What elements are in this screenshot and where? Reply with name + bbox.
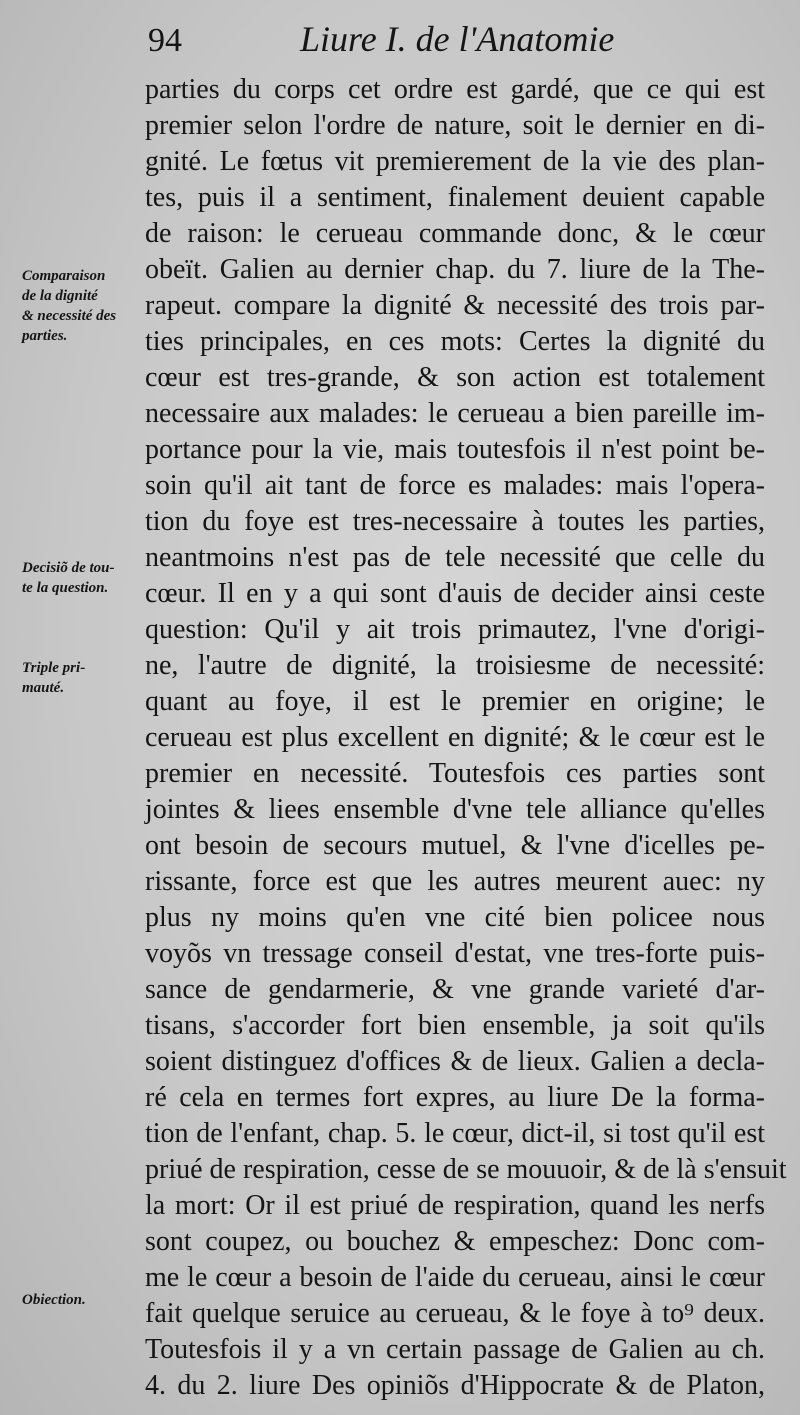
text-line: cœur est tres-grande, & son action est totalement [145, 362, 765, 393]
text-line: soient distinguez d'offices & de lieux. Galien a decla- [145, 1046, 765, 1077]
text-line: jointes & liees ensemble d'vne tele alliance qu'elles [145, 794, 765, 825]
text-line: premier selon l'ordre de nature, soit le dernier en di- [145, 110, 765, 141]
text-line: sont coupez, ou bouchez & empeschez: Donc com- [145, 1226, 765, 1257]
margin-note-line: Triple pri- [22, 660, 86, 676]
margin-note-line: Obiection. [22, 1292, 86, 1308]
text-line: plus ny moins qu'en vne cité bien policee nous [145, 902, 765, 933]
text-line: quant au foye, il est le premier en origine; le [145, 686, 765, 717]
text-line: 4. du 2. liure Des opiniõs d'Hippocrate & de Platon, [145, 1370, 765, 1401]
text-line: me le cœur a besoin de l'aide du cerueau, ainsi le cœur [145, 1262, 765, 1293]
margin-note-line: & necessité des [22, 308, 117, 324]
text-line: de raison: le cerueau commande donc, & le cœur [145, 218, 765, 249]
margin-notes [0, 0, 150, 1415]
text-line: ties principales, en ces mots: Certes la dignité du [145, 326, 765, 357]
text-line: cœur. Il en y a qui sont d'auis de decider ainsi ceste [145, 578, 765, 609]
text-line: premier en necessité. Toutesfois ces parties sont [145, 758, 765, 789]
text-line: portance pour la vie, mais toutesfois il n'est point be- [145, 434, 765, 465]
margin-note-line: Decisiõ de tou- [22, 560, 115, 576]
text-line: cerueau est plus excellent en dignité; & le cœur est le [145, 722, 765, 753]
margin-note-comparison [22, 266, 152, 346]
text-line: voyõs vn tressage conseil d'estat, vne tres-forte puis- [145, 938, 765, 969]
text-line: fait quelque seruice au cerueau, & le foye à to⁹ deux. [145, 1298, 765, 1329]
text-line: tisans, s'accorder fort bien ensemble, ja soit qu'ils [145, 1010, 765, 1041]
margin-note-decision [22, 558, 152, 598]
margin-note-objection [22, 1290, 152, 1310]
text-line: soin qu'il ait tant de force es malades: mais l'opera- [145, 470, 765, 501]
margin-note-line: mauté. [22, 680, 65, 696]
text-line: tes, puis il a sentiment, finalement deuient capable [145, 182, 765, 213]
text-line: necessaire aux malades: le cerueau a bien pareille im- [145, 398, 765, 429]
margin-note-line: te la question. [22, 580, 109, 596]
text-line: neantmoins n'est pas de tele necessité que celle du [145, 542, 765, 573]
text-line: question: Qu'il y ait trois primautez, l'vne d'origi- [145, 614, 765, 645]
margin-note-triple-primaute [22, 658, 152, 698]
text-line: gnité. Le fœtus vit premierement de la vie des plan- [145, 146, 765, 177]
text-line: ré cela en termes fort expres, au liure De la forma- [145, 1082, 765, 1113]
text-line: rapeut. compare la dignité & necessité des trois par- [145, 290, 765, 321]
text-line: Toutesfois il y a vn certain passage de Galien au ch. [145, 1334, 765, 1365]
text-line: parties du corps cet ordre est gardé, que ce qui est [145, 74, 765, 105]
page-number: 94 [148, 22, 182, 59]
text-line: obeït. Galien au dernier chap. du 7. liure de la The- [145, 254, 765, 285]
text-line: tion du foye est tres-necessaire à toutes les parties, [145, 506, 765, 537]
text-line: sance de gendarmerie, & vne grande varieté d'ar- [145, 974, 765, 1005]
margin-note-line: Comparaison [22, 268, 106, 284]
margin-note-line: de la dignité [22, 288, 98, 304]
text-line: ne, l'autre de dignité, la troisiesme de necessité: [145, 650, 765, 681]
text-line: la mort: Or il est priué de respiration, quand les nerfs [145, 1190, 765, 1221]
text-line: priué de respiration, cesse de se mouuoir, & de là s'ensuit [145, 1154, 787, 1185]
text-line: tion de l'enfant, chap. 5. le cœur, dict-il, si tost qu'il est [145, 1118, 765, 1149]
margin-note-line: parties. [22, 328, 68, 344]
text-line: ont besoin de secours mutuel, & l'vne d'icelles pe- [145, 830, 765, 861]
text-line: rissante, force est que les autres meurent auec: ny [145, 866, 765, 897]
running-title: Liure I. de l'Anatomie [300, 19, 615, 59]
running-head [140, 18, 760, 66]
